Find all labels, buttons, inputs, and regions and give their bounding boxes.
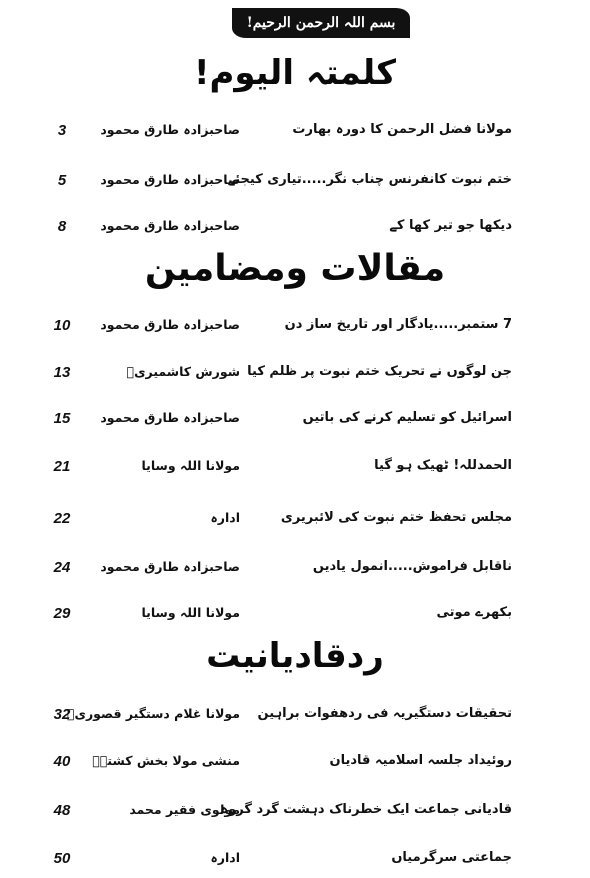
entry-title: مجلس تحفظ ختم نبوت کی لائبریری [280, 510, 512, 525]
toc-entry[interactable] [0, 848, 590, 876]
toc-entry[interactable] [0, 408, 590, 436]
entry-title: بکھرے موتی [436, 605, 512, 620]
entry-title: تحقیقات دستگیریہ فی ردھفوات براہین [257, 706, 512, 721]
toc-entry[interactable] [0, 216, 590, 244]
section-heading-maqalat-o-mazameen: مقالات ومضامین [144, 248, 446, 289]
toc-entry[interactable] [0, 170, 590, 198]
toc-entry[interactable] [0, 362, 590, 390]
entry-page-number: 8 [57, 218, 67, 235]
entry-author: مولانا اللہ وسایا [141, 605, 240, 620]
entry-page-number: 21 [53, 458, 71, 475]
entry-page-number: 22 [53, 510, 71, 527]
toc-entry[interactable] [0, 456, 590, 484]
entry-author: شورش کاشمیریؒ [126, 364, 240, 379]
entry-author: صاحبزادہ طارق محمود [100, 218, 240, 233]
entry-title: الحمدللہ! ٹھیک ہو گیا [374, 458, 512, 473]
toc-entry[interactable] [0, 120, 590, 148]
entry-author: صاحبزادہ طارق محمود [100, 410, 240, 425]
entry-author: صاحبزادہ طارق محمود [100, 559, 240, 574]
entry-title: ختم نبوت کانفرنس چناب نگر.....تیاری کیجئے [227, 172, 512, 187]
toc-entry[interactable] [0, 508, 590, 536]
entry-page-number: 13 [53, 364, 71, 381]
entry-author: ادارہ [210, 850, 240, 865]
entry-page-number: 3 [57, 122, 67, 139]
entry-title: دیکھا جو تیر کھا کے [389, 218, 512, 233]
entry-page-number: 32 [53, 706, 71, 723]
bismillah-banner: بسم اللہ الرحمن الرحیم! [232, 8, 410, 38]
entry-page-number: 10 [53, 317, 71, 334]
entry-author: صاحبزادہ طارق محمود [100, 172, 240, 187]
entry-title: اسرائیل کو تسلیم کرنے کی باتیں [302, 410, 512, 425]
toc-entry[interactable] [0, 603, 590, 631]
entry-title: مولانا فضل الرحمن کا دورہ بھارت [292, 122, 512, 137]
entry-page-number: 15 [53, 410, 71, 427]
entry-page-number: 5 [57, 172, 67, 189]
entry-author: مولوی فقیر محمد [129, 802, 240, 817]
section-heading-radd-e-qadianiyat: ردقادیانیت [206, 636, 384, 676]
entry-page-number: 29 [53, 605, 71, 622]
entry-page-number: 50 [53, 850, 71, 867]
toc-entry[interactable] [0, 557, 590, 585]
toc-entry[interactable] [0, 704, 590, 732]
entry-page-number: 24 [53, 559, 71, 576]
entry-page-number: 48 [53, 802, 71, 819]
entry-author: ادارہ [210, 510, 240, 525]
toc-entry[interactable] [0, 800, 590, 828]
section-heading-kalimat-ul-yaum: کلمتہ الیوم! [193, 53, 397, 93]
entry-title: ناقابل فراموش.....انمول یادیں [312, 559, 512, 574]
entry-author: مولانا غلام دستگیر قصوریؒ [67, 706, 240, 721]
entry-author: صاحبزادہ طارق محمود [100, 317, 240, 332]
entry-page-number: 40 [53, 753, 71, 770]
entry-title: جماعتی سرگرمیاں [391, 850, 512, 865]
toc-entry[interactable] [0, 315, 590, 343]
entry-author: صاحبزادہ طارق محمود [100, 122, 240, 137]
toc-entry[interactable] [0, 751, 590, 779]
entry-author: منشی مولا بخش کشتہؒ [92, 753, 240, 768]
entry-title: روئیداد جلسہ اسلامیہ قادیان [329, 753, 512, 768]
entry-title: جن لوگوں نے تحریک ختم نبوت پر ظلم کیا [247, 364, 512, 379]
entry-title: قادیانی جماعت ایک خطرناک دہشت گرد گروہ [220, 802, 512, 817]
entry-author: مولانا اللہ وسایا [141, 458, 240, 473]
entry-title: 7 ستمبر.....یادگار اور تاریخ ساز دن [284, 317, 512, 332]
